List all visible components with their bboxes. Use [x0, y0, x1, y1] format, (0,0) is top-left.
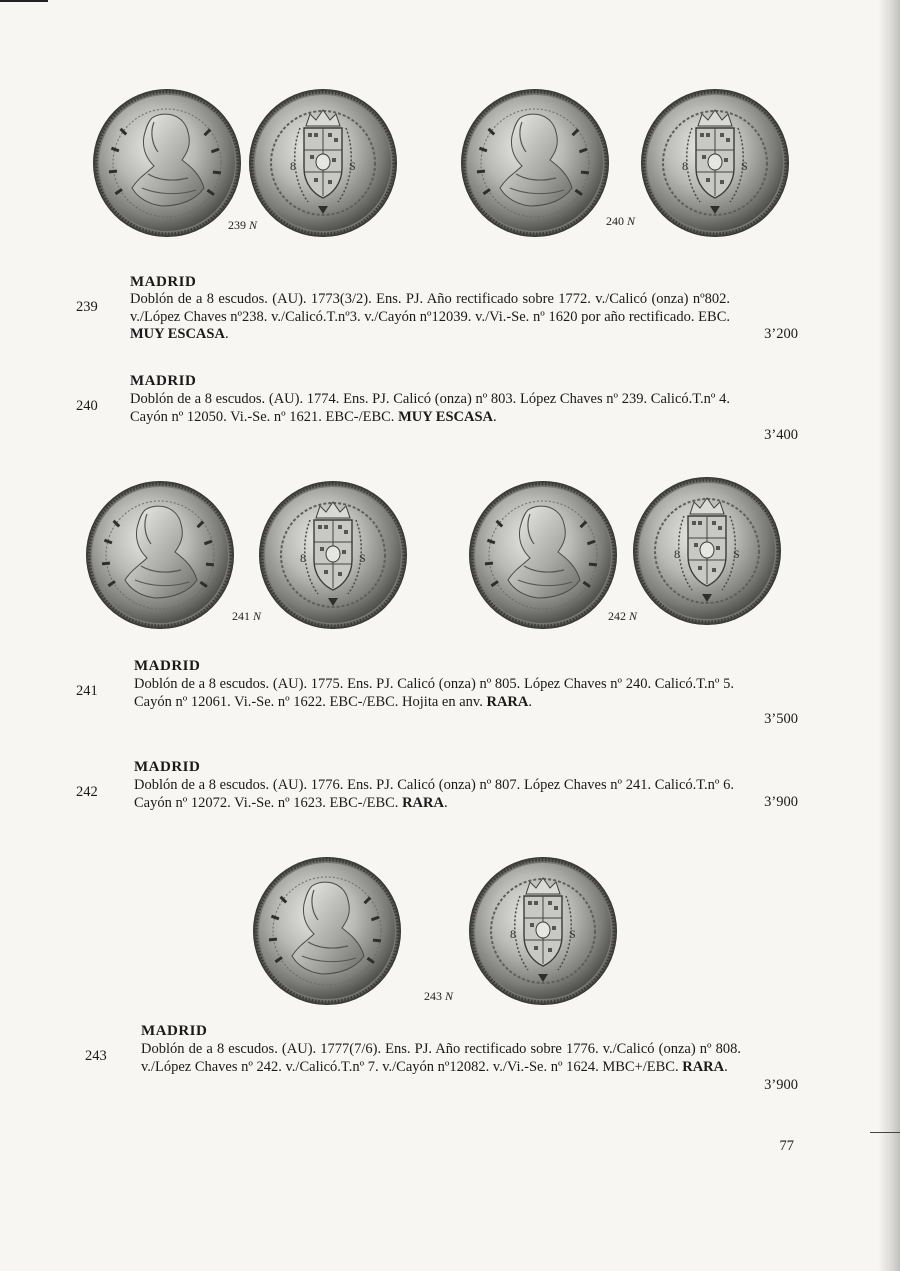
binding-shadow [878, 0, 900, 1271]
page-edge-rule [870, 1132, 900, 1133]
mint-heading-243: MADRID [141, 1023, 208, 1039]
lot-description-240: Doblón de a 8 escudos. (AU). 1774. Ens. PJ. Calicó (onza) nº 803. López Chaves nº 239. Calicó.T.nº 4. Cayón nº 12050. Vi.-Se. nº 1621. EBC-/EBC. MUY ESCASA. [130, 391, 730, 425]
mint-heading-241: MADRID [134, 658, 201, 674]
page-corner-rule [0, 0, 48, 2]
plate-label-241: 241 N [232, 609, 262, 623]
lot-number-243: 243 [85, 1048, 107, 1064]
lot-description-242: Doblón de a 8 escudos. (AU). 1776. Ens. PJ. Calicó (onza) nº 807. López Chaves nº 241. Calicó.T.nº 6. Cayón nº 12072. Vi.-Se. nº 1623. EBC-/EBC. RARA. [134, 777, 734, 811]
plate-label-243: 243 N [424, 989, 454, 1003]
coin-242-obverse [468, 480, 618, 630]
coin-241-obverse [85, 480, 235, 630]
lot-number-242: 242 [76, 784, 98, 800]
lot-description-241: Doblón de a 8 escudos. (AU). 1775. Ens. PJ. Calicó (onza) nº 805. López Chaves nº 240. Calicó.T.nº 5. Cayón nº 12061. Vi.-Se. nº 1622. EBC-/EBC. Hojita en anv. RARA. [134, 676, 734, 710]
coin-243-obverse [252, 856, 402, 1006]
coin-240-reverse [640, 88, 790, 238]
plate-label-239: 239 N [228, 218, 258, 232]
mint-heading-239: MADRID [130, 274, 197, 290]
lot-price-243: 3’900 [764, 1077, 798, 1093]
lot-description-243: Doblón de a 8 escudos. (AU). 1777(7/6). Ens. PJ. Año rectificado sobre 1776. v./Calicó (onza) nº 808. v./López Chaves nº 242. v./Calicó.T.nº 7. v./Cayón nº12082. v./Vi.-Se. nº 1624. MBC+/EBC. RARA. [141, 1041, 741, 1075]
lot-description-239: Doblón de a 8 escudos. (AU). 1773(3/2). Ens. PJ. Año rectificado sobre 1772. v./Calicó (onza) nº802. v./López Chaves nº238. v./Calicó.T.nº3. v./Cayón nº12039. v./Vi.-Se. nº 1620 por año rectificado. EBC. MUY ESCASA. [130, 291, 730, 342]
coin-240-obverse [460, 88, 610, 238]
coin-239-obverse [92, 88, 242, 238]
plate-label-240: 240 N [606, 214, 636, 228]
lot-price-239: 3’200 [764, 326, 798, 342]
plate-label-242: 242 N [608, 609, 638, 623]
lot-number-241: 241 [76, 683, 98, 699]
coin-241-reverse [258, 480, 408, 630]
mint-heading-242: MADRID [134, 759, 201, 775]
lot-number-239: 239 [76, 299, 98, 315]
coin-242-reverse [632, 476, 782, 626]
lot-price-241: 3’500 [764, 711, 798, 727]
lot-price-240: 3’400 [764, 427, 798, 443]
coin-243-reverse [468, 856, 618, 1006]
page-number: 77 [779, 1138, 794, 1154]
coin-239-reverse [248, 88, 398, 238]
lot-number-240: 240 [76, 398, 98, 414]
lot-price-242: 3’900 [764, 794, 798, 810]
mint-heading-240: MADRID [130, 373, 197, 389]
